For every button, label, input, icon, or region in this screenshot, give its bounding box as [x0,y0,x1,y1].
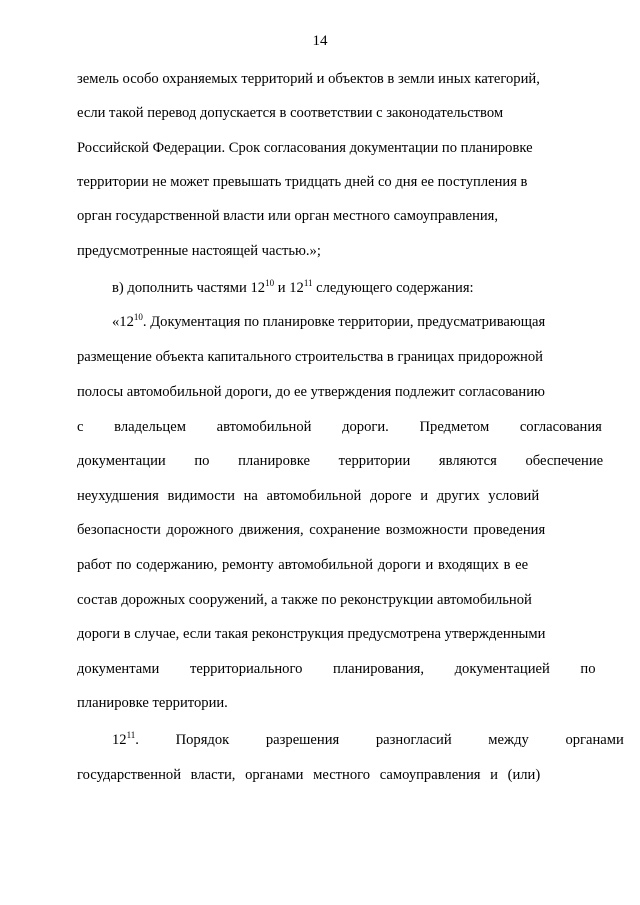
text-line [77,418,602,436]
text-line [77,487,561,505]
clause-first-line [112,313,561,331]
text-line-content: с владельцем автомобильной дороги. Предметом согласования [77,419,602,435]
text-line-content: дороги в случае, если такая реконструкция предусмотрена утвержденными [77,626,546,642]
text-line-content: размещение объекта капитального строительства в границах придорожной [77,349,543,365]
text-line-content: планировке территории. [77,695,228,711]
clause-text: . Порядок разрешения разногласий между органами [135,732,624,748]
text-line [77,104,561,122]
text-line-content: предусмотренные настоящей частью.»; [77,243,321,259]
text-line [77,348,561,366]
text-line-content: если такой перевод допускается в соответствии с законодательством [77,105,504,121]
text-line [77,766,561,784]
text-line-content: Российской Федерации. Срок согласования документации по планировке [77,140,533,156]
text-line [77,521,561,539]
text-line-content: работ по содержанию, ремонту автомобильной дороги и входящих в ее [77,557,529,573]
text-line-content: земель особо охраняемых территорий и объектов в земли иных категорий, [77,71,540,87]
amendment-line [112,279,561,297]
text-line-content: состав дорожных сооружений, а также по реконструкции автомобильной [77,592,532,608]
text-line-content: документации по планировке территории являются обеспечение [77,453,604,469]
text-line [77,383,561,401]
superscript: 11 [126,730,136,740]
page-number: 14 [312,33,328,49]
clause-first-line [112,730,624,749]
text-line [77,173,561,191]
clause-number: 12 [112,732,127,748]
text-line [77,207,561,225]
text-line [77,591,561,609]
text-line-content: орган государственной власти или орган местного самоуправления, [77,208,499,224]
text-line [77,694,561,712]
superscript: 11 [303,278,313,288]
text-line [77,242,561,260]
text-line [77,556,561,574]
clause-number: «12 [112,314,134,330]
text-line-content: безопасности дорожного движения, сохранение возможности проведения [77,522,546,538]
text-line-content: документами территориального планирования, документацией по [77,661,596,677]
text-line [77,452,604,470]
text-line [77,660,596,678]
amendment-suffix: следующего содержания: [312,280,474,296]
clause-first-line-content [112,730,624,749]
superscript: 10 [133,312,143,322]
text-line [77,70,561,88]
superscript: 10 [265,278,275,288]
text-line-content: территории не может превышать тридцать дней со дня ее поступления в [77,174,528,190]
text-line-content: полосы автомобильной дороги, до ее утверждения подлежит согласованию [77,384,545,400]
amendment-prefix: в) дополнить частями 12 [112,280,266,296]
text-line-content: государственной власти, органами местного самоуправления и (или) [77,767,541,783]
clause-text: . Документация по планировке территории, предусматривающая [142,314,546,330]
text-line-content: неухудшения видимости на автомобильной дороге и других условий [77,488,540,504]
amendment-middle: и 12 [274,280,304,296]
text-line [77,625,561,643]
text-line [77,139,561,157]
